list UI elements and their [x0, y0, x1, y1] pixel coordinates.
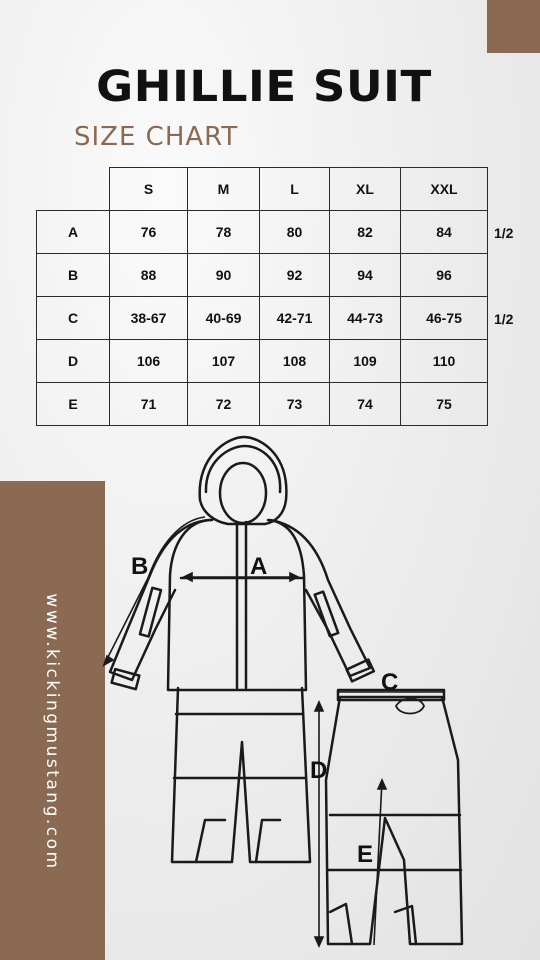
hood-drawstring-band: [206, 446, 280, 492]
table-cell: 108: [260, 340, 330, 383]
row-label: A: [37, 211, 110, 254]
hood-outline: [200, 437, 287, 524]
page-title: GHILLIE SUIT: [96, 62, 432, 112]
label-b: B: [131, 553, 149, 580]
table-cell: 90: [188, 254, 260, 297]
row-note-a: 1/2: [494, 225, 514, 241]
table-row: [37, 383, 488, 426]
table-cell: 71: [110, 383, 188, 426]
size-header: XXL: [401, 168, 488, 211]
table-cell: 88: [110, 254, 188, 297]
table-cell: 44-73: [330, 297, 401, 340]
table-cell: 109: [330, 340, 401, 383]
table-cell: 92: [260, 254, 330, 297]
size-header: M: [188, 168, 260, 211]
table-row: [37, 297, 488, 340]
table-cell: 107: [188, 340, 260, 383]
row-note-c: 1/2: [494, 311, 514, 327]
table-cell: 72: [188, 383, 260, 426]
table-cell: 96: [401, 254, 488, 297]
left-sleeve: [110, 520, 210, 680]
size-header: L: [260, 168, 330, 211]
website-url: www.kickingmustang.com: [42, 593, 62, 871]
size-header: S: [110, 168, 188, 211]
table-cell: 78: [188, 211, 260, 254]
table-cell: 75: [401, 383, 488, 426]
table-cell: 106: [110, 340, 188, 383]
right-sleeve: [270, 520, 370, 676]
table-cell: 38-67: [110, 297, 188, 340]
corner-cell: [37, 168, 110, 211]
table-cell: 40-69: [188, 297, 260, 340]
corner-accent-block: [487, 0, 540, 53]
row-label: E: [37, 383, 110, 426]
row-label: D: [37, 340, 110, 383]
measure-line-b: [104, 517, 205, 665]
table-row: [37, 340, 488, 383]
table-cell: 82: [330, 211, 401, 254]
table-cell: 84: [401, 211, 488, 254]
table-cell: 46-75: [401, 297, 488, 340]
table-cell: 74: [330, 383, 401, 426]
size-chart-table: [36, 167, 488, 426]
suit-measurement-diagram: [95, 432, 540, 952]
table-row: [37, 254, 488, 297]
table-cell: 42-71: [260, 297, 330, 340]
label-c: C: [381, 669, 399, 696]
row-label: B: [37, 254, 110, 297]
table-cell: 73: [260, 383, 330, 426]
label-d: D: [310, 757, 328, 784]
face-opening: [220, 463, 266, 523]
table-row: [37, 211, 488, 254]
size-header-row: [37, 168, 488, 211]
table-cell: 76: [110, 211, 188, 254]
size-header: XL: [330, 168, 401, 211]
table-cell: 110: [401, 340, 488, 383]
label-e: E: [357, 841, 374, 868]
label-a: A: [250, 553, 268, 580]
page-subtitle: SIZE CHART: [74, 122, 239, 152]
table-cell: 94: [330, 254, 401, 297]
row-label: C: [37, 297, 110, 340]
table-cell: 80: [260, 211, 330, 254]
